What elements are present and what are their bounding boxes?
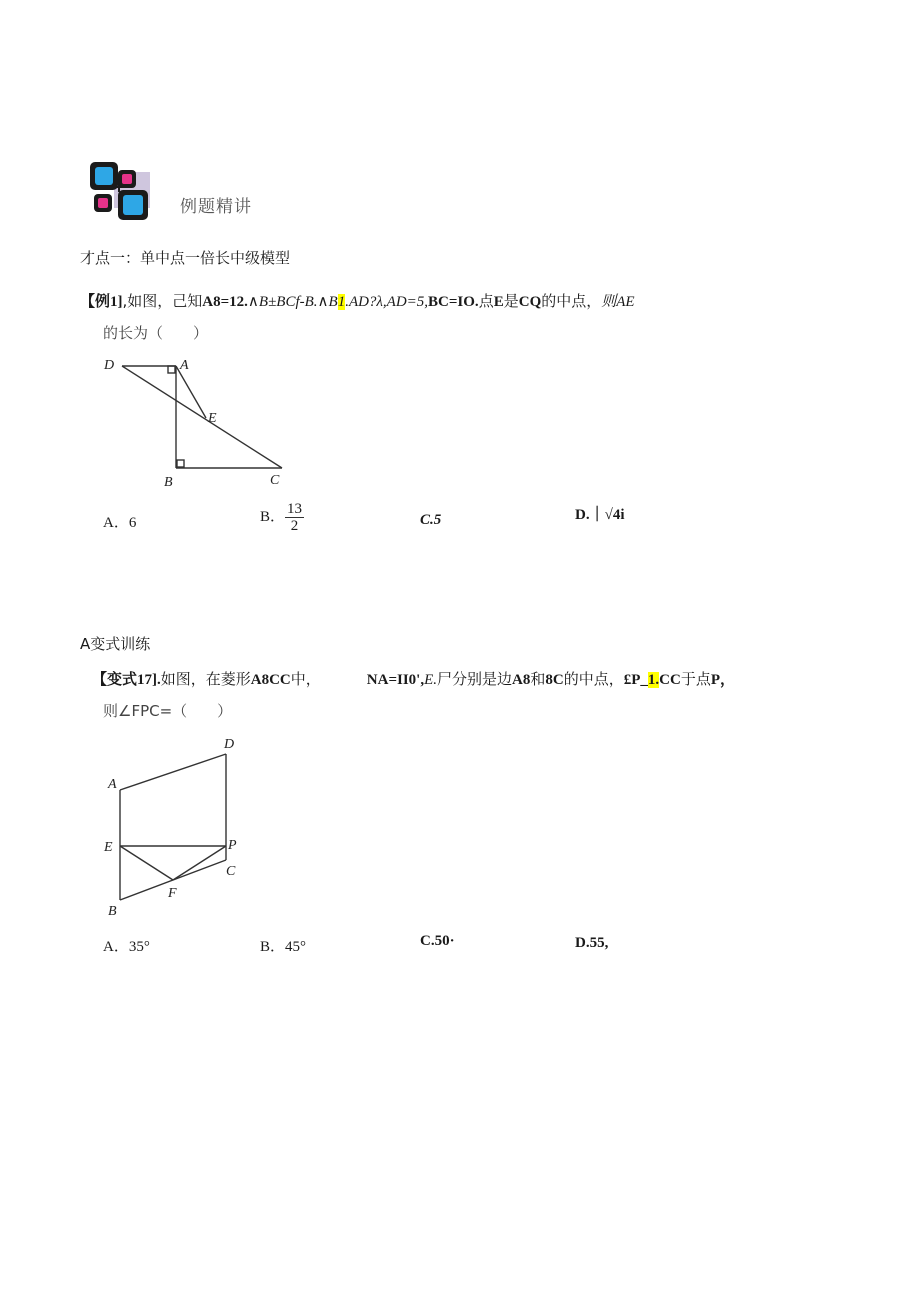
practice-option-d[interactable]: D.55, bbox=[575, 935, 609, 951]
label-c: C bbox=[270, 473, 280, 488]
practice-figure bbox=[98, 732, 258, 926]
label-e: E bbox=[104, 840, 113, 855]
label-f: F bbox=[168, 886, 177, 901]
practice-stem-line2: 则∠FPC=（ ） bbox=[103, 702, 233, 720]
example1-stem-line2: 的长为（ ） bbox=[103, 324, 209, 342]
practice-option-a[interactable]: A．35° bbox=[103, 939, 150, 955]
example1-figure bbox=[98, 352, 298, 496]
highlight-mark: 1. bbox=[647, 672, 660, 688]
label-e: E bbox=[208, 411, 217, 426]
practice-stem: 【变式17].如图，在菱形A8CC中， NA=II0',E.尸分别是边A8和8C的中点，£P_1.CC于点P， bbox=[92, 670, 736, 688]
label-c: C bbox=[226, 864, 236, 879]
example1-option-a[interactable]: A．6 bbox=[103, 515, 137, 531]
label-a: A bbox=[108, 777, 117, 792]
highlight-mark: 1 bbox=[337, 294, 346, 310]
practice-option-c[interactable]: C.50· bbox=[420, 933, 455, 949]
label-b: B bbox=[108, 904, 117, 919]
label-b: B bbox=[164, 475, 173, 490]
label-d: D bbox=[224, 737, 235, 752]
label-d: D bbox=[104, 358, 115, 373]
practice-heading: A变式训练 bbox=[80, 635, 151, 653]
example1-option-b[interactable]: B． $\frac{13}{2}$ bbox=[260, 501, 303, 534]
section-logo-icon bbox=[88, 160, 152, 224]
knowledge-point-heading: 才点一：单中点一倍长中级模型 bbox=[80, 249, 291, 267]
label-a: A bbox=[180, 358, 189, 373]
example1-option-d[interactable]: D.｜√4i bbox=[575, 507, 625, 523]
example1-stem: 【例1],如图，己知A8=12.∧B±BCf-B.∧B1.AD?λ,AD=5,BC=IO.点E是CQ的中点，则AE bbox=[80, 292, 635, 310]
example1-option-c[interactable]: C.5 bbox=[420, 512, 442, 528]
practice-option-b[interactable]: B．45° bbox=[260, 939, 307, 955]
section-title: 例题精讲 bbox=[180, 197, 252, 217]
label-p: P bbox=[228, 838, 237, 853]
